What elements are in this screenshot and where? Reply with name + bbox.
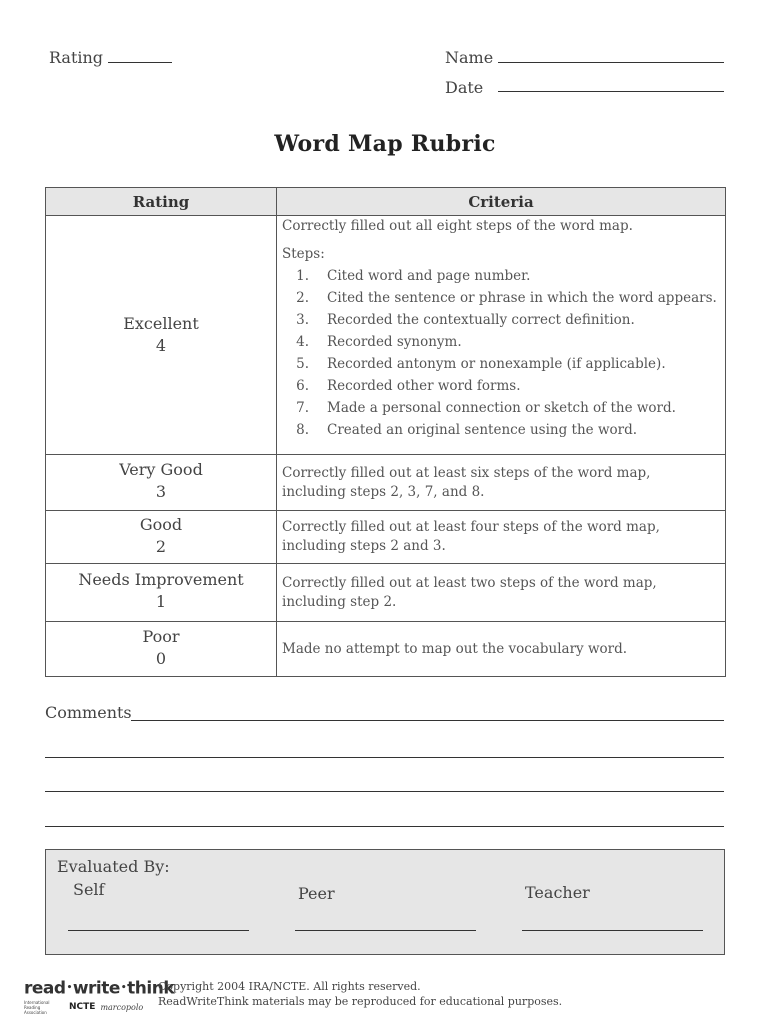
self-signature-line[interactable] — [68, 930, 249, 931]
date-field-line[interactable] — [498, 91, 724, 92]
rating-cell — [46, 216, 277, 455]
rating-cell — [46, 511, 277, 564]
evaluation-title: Evaluated By: — [57, 857, 170, 876]
teacher-signature-line[interactable] — [522, 930, 703, 931]
steps-label: Steps: — [282, 246, 325, 262]
list-item: 5. Recorded antonym or nonexample (if applicable). — [296, 356, 666, 372]
comments-line-2[interactable] — [45, 757, 724, 758]
rating-name: Very Good — [119, 460, 203, 479]
rating-column-header: Rating — [46, 188, 277, 216]
rating-field-line[interactable] — [108, 62, 172, 63]
table-row-needs-improvement — [46, 564, 726, 622]
readwritethink-logo: read•write•think International Reading Association NCTE marcopolo — [24, 978, 175, 1015]
table-row-very-good — [46, 455, 726, 511]
rating-score: 1 — [155, 592, 167, 611]
list-item: 2. Cited the sentence or phrase in which the word appears. — [296, 290, 717, 306]
comments-label: Comments — [45, 703, 132, 722]
comments-line-4[interactable] — [45, 826, 724, 827]
criteria-cell: Correctly filled out at least six steps of the word map, including steps 2, 3, 7, and 8. — [277, 455, 726, 511]
rating-name: Needs Improvement — [78, 570, 244, 589]
date-label: Date — [445, 78, 484, 97]
rating-label: Rating — [49, 48, 104, 67]
rating-score: 4 — [155, 336, 167, 355]
list-item: 1. Cited word and page number. — [296, 268, 531, 284]
comments-line-1[interactable] — [131, 720, 724, 721]
rating-name: Good — [139, 515, 183, 534]
table-header-row — [46, 188, 726, 216]
rating-score: 0 — [155, 649, 167, 668]
list-item: 3. Recorded the contextually correct definition. — [296, 312, 635, 328]
marcopolo-partner: marcopolo — [100, 1002, 144, 1012]
list-item: 4. Recorded synonym. — [296, 334, 462, 350]
table-row-good — [46, 511, 726, 564]
list-item: 8. Created an original sentence using the word. — [296, 422, 638, 438]
list-item: 6. Recorded other word forms. — [296, 378, 521, 394]
rating-name: Excellent — [123, 314, 199, 333]
rating-score: 3 — [155, 482, 167, 501]
rating-cell — [46, 622, 277, 677]
rating-name: Poor — [142, 627, 180, 646]
comments-line-3[interactable] — [45, 791, 724, 792]
table-row-poor — [46, 622, 726, 677]
teacher-label: Teacher — [525, 883, 590, 902]
ira-partner: International Reading Association — [24, 999, 50, 1015]
table-row-excellent — [46, 216, 726, 455]
criteria-cell: Correctly filled out at least two steps of the word map, including step 2. — [277, 564, 726, 622]
rating-cell — [46, 564, 277, 622]
evaluation-box — [45, 849, 725, 955]
name-label: Name — [445, 48, 494, 67]
rating-score: 2 — [155, 537, 167, 556]
criteria-cell: Correctly filled out at least four steps of the word map, including steps 2 and 3. — [277, 511, 726, 564]
name-field-line[interactable] — [498, 62, 724, 63]
rating-cell — [46, 455, 277, 511]
list-item: 7. Made a personal connection or sketch of the word. — [296, 400, 676, 416]
self-label: Self — [73, 880, 105, 899]
criteria-cell: Made no attempt to map out the vocabulary word. — [277, 622, 726, 677]
copyright-notice: Copyright 2004 IRA/NCTE. All rights reserved. ReadWriteThink materials may be reproduced for educational purposes. — [158, 980, 563, 1008]
criteria-column-header: Criteria — [277, 188, 726, 216]
page-title: Word Map Rubric — [274, 131, 496, 157]
criteria-intro: Correctly filled out all eight steps of the word map. — [282, 218, 633, 234]
criteria-cell — [277, 216, 726, 455]
rubric-table — [45, 187, 726, 677]
peer-signature-line[interactable] — [295, 930, 476, 931]
ncte-partner: NCTE — [69, 1002, 96, 1012]
peer-label: Peer — [298, 884, 335, 903]
steps-list — [282, 265, 725, 441]
